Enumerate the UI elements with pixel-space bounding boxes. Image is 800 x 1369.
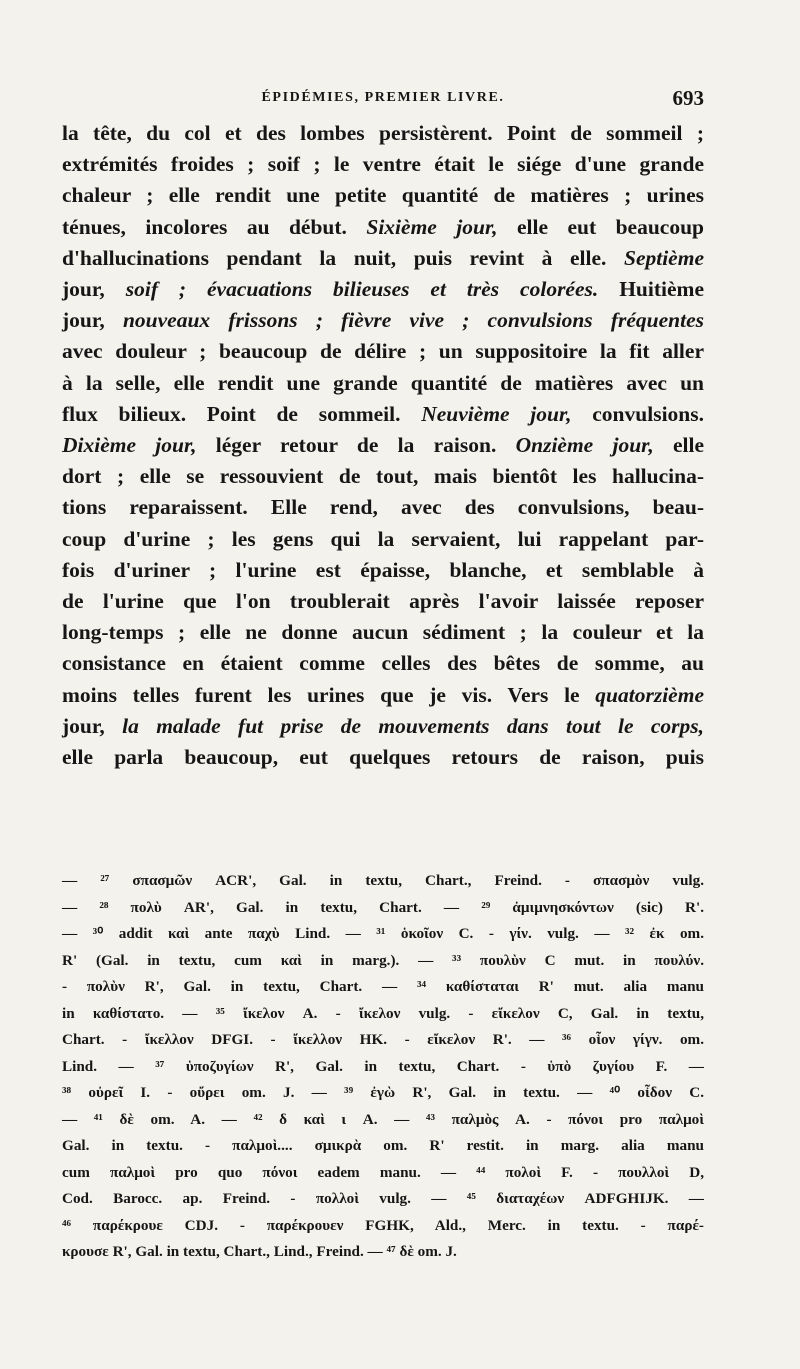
- footnote-line: κρουσε R', Gal. in textu, Chart., Lind., Freind. — ⁴⁷ δὲ om. J.: [62, 1243, 457, 1260]
- running-title: ÉPIDÉMIES, PREMIER LIVRE.: [261, 90, 505, 105]
- italic-phrase: Onzième jour,: [515, 433, 654, 458]
- text-line: jour, nouveaux frissons ; fièvre vive ; convulsions fréquentes: [62, 308, 704, 333]
- text-line: elle parla beaucoup, eut quelques retours de raison, puis: [62, 745, 704, 770]
- text-line: fois d'uriner ; l'urine est épaisse, blanche, et semblable à: [62, 557, 704, 582]
- text-line: jour, la malade fut prise de mouvements dans tout le corps,: [62, 713, 704, 738]
- footnote-line: — ³⁰ addit καὶ ante παχὺ Lind. — ³¹ ὁκοῖον C. - γίν. vulg. — ³² ἐκ om.: [62, 925, 704, 942]
- text-line: ténues, incolores au début. Sixième jour, elle eut beaucoup: [62, 214, 704, 239]
- footnote-line: — ⁴¹ δὲ om. A. — ⁴² δ καὶ ι A. — ⁴³ παλμὸς A. - πόνοι pro παλμοὶ: [62, 1110, 704, 1128]
- footnote-line: ⁴⁶ παρέκρουε CDJ. - παρέκρουεν FGHK, Ald., Merc. in textu. - παρέ-: [62, 1216, 704, 1234]
- text-line: flux bilieux. Point de sommeil. Neuvième jour, convulsions.: [62, 401, 704, 426]
- footnote-line: - πολὺν R', Gal. in textu, Chart. — ³⁴ καθίσταται R' mut. alia manu: [62, 978, 704, 995]
- text-line: à la selle, elle rendit une grande quantité de matières avec un: [62, 370, 704, 395]
- text-line: dort ; elle se ressouvient de tout, mais bientôt les hallucina-: [62, 464, 704, 489]
- text-line: extrémités froides ; soif ; le ventre était le siége d'une grande: [62, 152, 704, 177]
- footnotes: [62, 868, 704, 1266]
- italic-phrase: Neuvième jour,: [421, 401, 572, 426]
- footnote-line: — ²⁸ πολὺ AR', Gal. in textu, Chart. — ²⁹ ἀμιμνησκόντων (sic) R'.: [62, 898, 704, 916]
- italic-phrase: nouveaux frissons ; fièvre vive ; convulsions fréquentes: [104, 308, 704, 333]
- footnote-line: Chart. - ἴκελλον DFGI. - ἴκελλον HK. - εἴκελον R'. — ³⁶ οἷον γίγν. om.: [62, 1031, 704, 1048]
- italic-phrase: Sixième jour,: [366, 214, 498, 239]
- italic-phrase: Dixième jour,: [62, 433, 197, 458]
- footnote-line: Lind. — ³⁷ ὑποζυγίων R', Gal. in textu, Chart. - ὑπὸ ζυγίου F. —: [62, 1057, 704, 1075]
- footnote-line: cum παλμοὶ pro quo πόνοι eadem manu. — ⁴⁴ πολοὶ F. - πουλλοὶ D,: [62, 1163, 704, 1181]
- italic-phrase: la malade fut prise de mouvements dans tout le corps,: [104, 713, 704, 738]
- page-number: 693: [672, 86, 704, 110]
- italic-phrase: Septième: [623, 245, 704, 270]
- text-line: consistance en étaient comme celles des bêtes de somme, au: [62, 651, 704, 676]
- text-line: jour, soif ; évacuations bilieuses et très colorées. Huitième: [62, 277, 704, 302]
- text-line: tions reparaissent. Elle rend, avec des convulsions, beau-: [62, 495, 704, 520]
- text-line: de l'urine que l'on troublerait après l'avoir laissée reposer: [62, 589, 704, 614]
- footnote-line: Gal. in textu. - παλμοὶ.... σμικρὰ om. R' restit. in marg. alia manu: [62, 1137, 704, 1154]
- footnote-line: R' (Gal. in textu, cum καὶ in marg.). — ³³ πουλὺν C mut. in πουλύν.: [62, 951, 704, 969]
- text-line: d'hallucinations pendant la nuit, puis revint à elle. Septième: [62, 245, 704, 270]
- text-line: avec douleur ; beaucoup de délire ; un suppositoire la fit aller: [62, 339, 704, 364]
- text-line: la tête, du col et des lombes persistèrent. Point de sommeil ;: [62, 121, 704, 145]
- italic-phrase: soif ; évacuations bilieuses et très colorées.: [104, 277, 620, 302]
- footnote-line: Cod. Barocc. ap. Freind. - πολλοὶ vulg. — ⁴⁵ διαταχέων ADFGHIJK. —: [62, 1190, 704, 1207]
- footnote-line: ³⁸ οὐρεῖ I. - οὔρει om. J. — ³⁹ ἐγὼ R', Gal. in textu. — ⁴⁰ οἶδον C.: [62, 1084, 704, 1101]
- text-line: Dixième jour, léger retour de la raison. Onzième jour, elle: [62, 433, 704, 458]
- text-line: coup d'urine ; les gens qui la servaient, lui rappelant par-: [62, 526, 704, 551]
- text-line: long-temps ; elle ne donne aucun sédiment ; la couleur et la: [62, 620, 704, 645]
- text-line: chaleur ; elle rendit une petite quantité de matières ; urines: [62, 183, 704, 208]
- footnote-line: in καθίστατο. — ³⁵ ἴκελον A. - ἴκελον vulg. - εἴκελον C, Gal. in textu,: [62, 1004, 704, 1022]
- main-text: [62, 118, 704, 773]
- running-head: [62, 86, 704, 116]
- italic-phrase: quatorzième: [595, 682, 704, 707]
- footnote-line: — ²⁷ σπασμῶν ACR', Gal. in textu, Chart., Freind. - σπασμὸν vulg.: [62, 872, 704, 889]
- text-line: moins telles furent les urines que je vis. Vers le quatorzième: [62, 682, 704, 707]
